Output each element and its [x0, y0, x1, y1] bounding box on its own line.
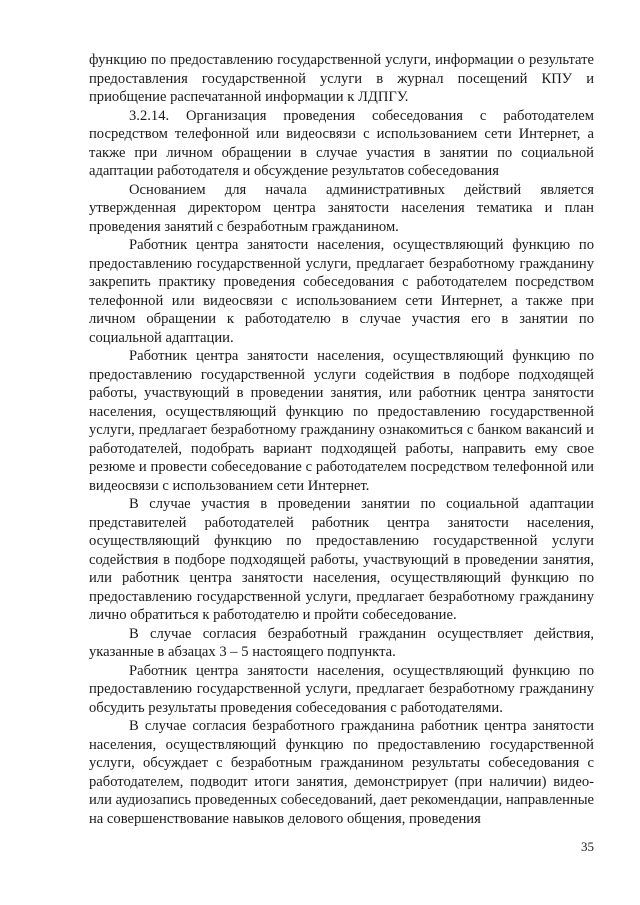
paragraph-continuation: функцию по предоставлению государственной услуги, информации о результате предоставления государственной услуги в журнал посещений КПУ и приобщение распечатанной информации к ЛДПГУ.	[89, 52, 594, 105]
paragraph: В случае участия в проведении занятии по социальной адаптации представителей работодателей работник центра занятости населения, осуществляющий функцию по предоставлению государственной услуги содействия в подборе подходящей работы, участвующий в проведении занятия, или работник центра занятости населения, осуществляющий функцию по предоставлению государственной услуги, предлагает безработному гражданину лично обратиться к работодателю и пройти собеседование.	[89, 496, 594, 623]
paragraph: Работник центра занятости населения, осуществляющий функцию по предоставлению государственной услуги, предлагает безработному гражданину обсудить результаты проведения собеседования с работодателями.	[89, 662, 594, 716]
paragraph: В случае согласия безработного гражданина работник центра занятости населения, осуществляющий функцию по предоставлению государственной услуги, обсуждает с безработным гражданином результаты собеседования с работодателем, подводит итоги занятия, демонстрирует (при наличии) видео- или аудиозапись проведенных собеседований, дает рекомендации, направленные на совершенствование навыков делового общения, проведения	[89, 718, 594, 827]
paragraph: Работник центра занятости населения, осуществляющий функцию по предоставлению государственной услуги содействия в подборе подходящей работы, участвующий в проведении занятия, или работник центра занятости населения, осуществляющий функцию по предоставлению государственной услуги, предлагает безработному гражданину ознакомиться с банком вакансий и работодателей, подобрать вариант подходящей работы, направить ему свое резюме и провести собеседование с работодателем посредством телефонной или видеосвязи с использованием сети Интернет.	[89, 348, 594, 494]
document-body	[89, 51, 594, 828]
page-number: 35	[581, 839, 594, 854]
paragraph: Работник центра занятости населения, осуществляющий функцию по предоставлению государственной услуги, предлагает безработному гражданину закрепить практику проведения собеседования с работодателем посредством телефонной или видеосвязи с использованием сети Интернет, а также при личном обращении к работодателю в случае участия его в занятии по социальной адаптации.	[89, 237, 594, 346]
paragraph: В случае согласия безработный гражданин осуществляет действия, указанные в абзацах 3 – 5 настоящего подпункта.	[89, 625, 594, 660]
paragraph-section-heading: 3.2.14. Организация проведения собеседования с работодателем посредством телефонной или видеосвязи с использованием сети Интернет, а также при личном обращении в случае участия в занятии по социальной адаптации работодателя и обсуждение результатов собеседования	[89, 107, 594, 179]
paragraph: Основанием для начала административных действий является утвержденная директором центра занятости населения тематика и план проведения занятий с безработным гражданином.	[89, 181, 594, 235]
